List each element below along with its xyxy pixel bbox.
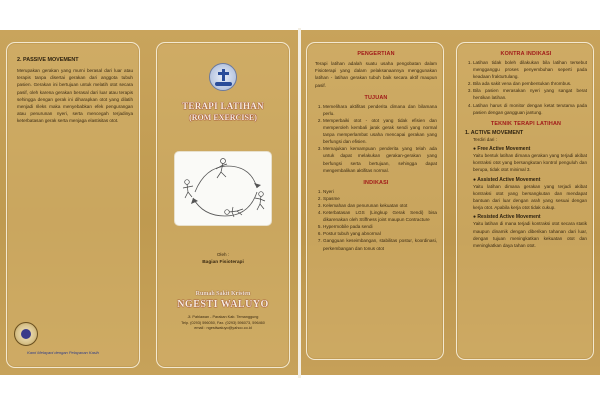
panel-definition [306,42,444,360]
passive-movement-title: 2. PASSIVE MOVEMENT [17,57,79,63]
active-movement-title: 1. ACTIVE MOVEMENT [465,129,524,136]
free-active-body: Yaitu bentuk latihan dimana gerakan yang terjadi akibat kontraksi otot yang bersangkutan kontrol penguluh dan berupa, tidak otot minimal 3. [473,152,587,173]
contraindication-list [465,59,587,116]
list-item: 3. Memajukan kemampuan penderita yang telah ada untuk dapat melakukan gerakan-gerakan yang berfungsi serta bertujuan, sehingga dapat mengembalikan aktifitas normal. [323,145,437,173]
list-item: 2. Memperbaiki otot - otot yang tidak efisien dan memperoleh kembali jarak gerak sendi yang normal tanpa memperlambat usaha mencapai gerakan yang berfungsi dan efisien. [323,117,437,145]
list-item: 1. Memelihara aktifitas penderita dimana dan bilamana perlu. [323,103,437,117]
cover-title: TERAPI LATIHAN [182,101,264,111]
list-item: 1. Nyeri [323,188,437,195]
definition-heading: PENGERTIAN [357,51,395,57]
definition-body: Terapi latihan adalah suatu usaha pengobatan dalam Fisioterapi yang dalam pelaksanaannya menggunakan latihan - latihan gerakan tubuh baik secara aktif maupun pasif. [315,61,437,88]
hospital-logo-icon [209,63,237,91]
panel-contraindication [456,42,594,360]
list-item: 5. Hypermobile pada sendi [323,223,437,230]
list-item: 2. Bila ada sakit vena dan pembentukan thrombus. [473,80,587,87]
fold-line [298,28,301,378]
contraindication-heading: KONTRA INDIKASI [500,51,552,57]
list-item: 6. Postur tubuh yang abnormal [323,230,437,237]
panel-passive-movement [6,42,140,368]
panel-cover [156,42,290,368]
exercise-illustration [174,151,272,226]
list-item: 3. Kelemahan dan penurunan kekuatan otot [323,202,437,209]
list-item: 4. Latihan harus di monitor dengan ketat terutama pada pasien dengan gangguan jantung. [473,102,587,116]
assisted-active-heading: ● Assisted Active Movement [473,176,541,183]
indication-heading: INDIKASI [363,179,389,186]
passive-movement-body: Merupakan gerakan yang murni berasal dari luar atau terapis tanpa disertai gerakan dari anggota tubuh pasien. Gerakan ini bertujuan untuk melatih otot secara pasif, oleh karena gerakan berasal dari luar atau terapis sehingga dengan gerak ini diharapkan otot yang dilatih menjadi rileks maka menyebabkan efek pengurangan atau penurunan nyeri, serta mencegah terjadinya keterbatasan gerak serta menjaga elastisitas otot. [17,68,133,124]
hospital-address: Jl. Pahlawan - Parakan Kab. Temanggung Telp. (0293) 596050, Fax. (0293) 596073, 596460 email : ngestiwaluyo@yahoo.co.id [181,315,265,331]
hospital-type: Rumah Sakit Kristen [195,291,251,297]
list-item: 1. Latihan tidak boleh dilakukan bila latihan tersebut mengganggu proses penyembuhan seperti pada keadaan frakturtulang. [473,59,587,80]
indication-list [315,188,437,252]
list-item: 3. Bila pasien merasakan nyeri yang sangat berat hentikan latihan. [473,87,587,101]
goal-list [315,103,437,174]
assisted-active-body: Yaitu latihan dimana gerakan yang terjadi akibat kontraksi otot yang bersangkutan dan mendapat bantuan dari luar dengan arah yang sesuai dengan kerja otot. Apabila kerja otot tidak cukup. [473,183,587,211]
technique-heading: TEKNIK TERAPI LATIHAN [490,120,562,127]
department-name: Bagian Fisioterapi [202,260,244,265]
resisted-active-heading: ● Resisted Active Movement [473,214,541,221]
hospital-name: NGESTI WALUYO [177,299,269,310]
by-label: Oleh : [216,252,230,257]
free-active-heading: ● Free Active Movement [473,145,531,152]
motto-caption: Kami Melayani dengan Pelayanan Kasih [27,350,99,355]
list-item: 7. Gangguan keseimbangan, stabilitas postur, koordinasi, perkembangan dan tonus otot [323,237,437,251]
list-item: 4. Keterbatasan LGS (Lingkup Gerak Sendi) bisa dikarenakan oleh Stiffness joint maupun Contracture [323,209,437,223]
cover-subtitle: (ROM EXERCISE) [189,113,257,122]
resisted-active-body: Yaitu latihan di mana terjadi kontraksi otot secara statik maupun dinamik dengan diberikan tahanan dari luar, dengan tujuan meningkatkan kekuatan otot dan meningkatkan daya tahan otot. [473,221,587,248]
goal-heading: TUJUAN [364,94,388,101]
hospital-seal-icon [14,322,38,346]
list-item: 2. Spasme [323,195,437,202]
active-movement-sub: Terdiri dari : [473,136,497,142]
